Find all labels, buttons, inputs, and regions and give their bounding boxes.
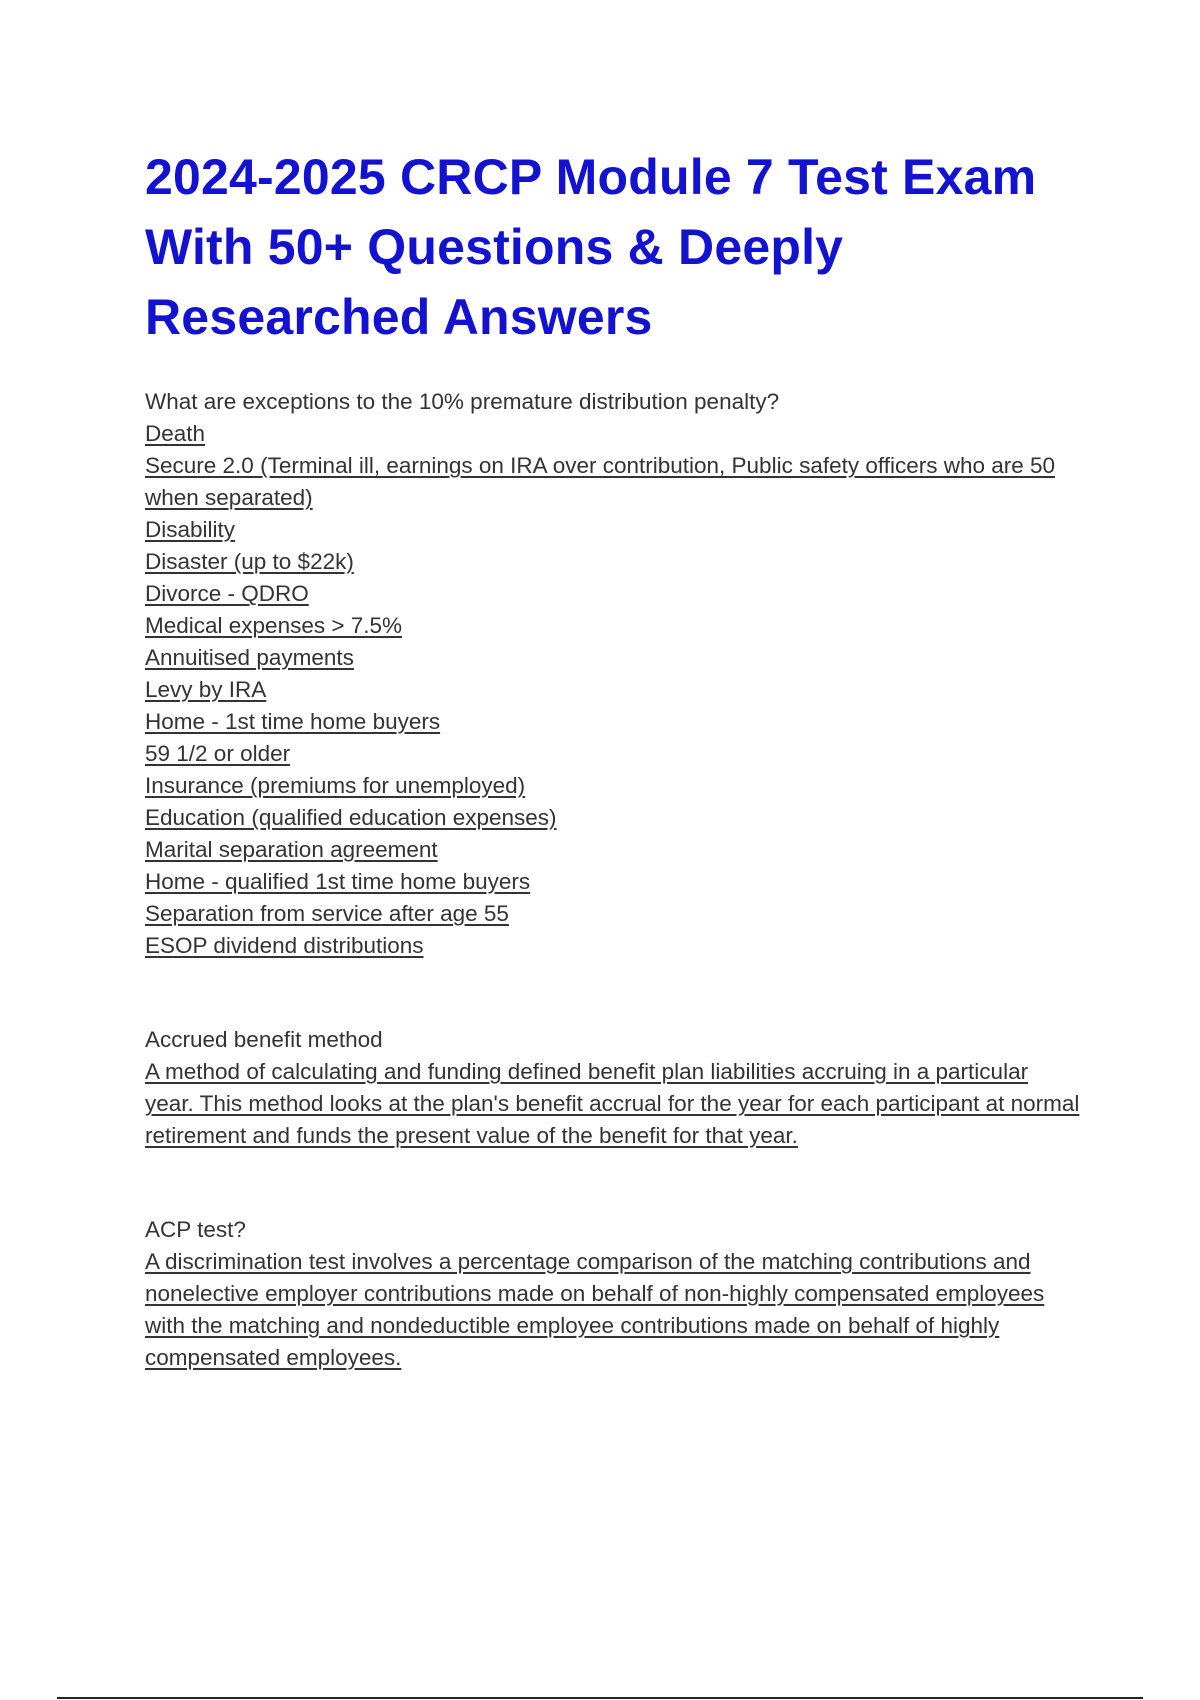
answer-line: Medical expenses > 7.5% — [145, 613, 403, 638]
answer-line: Levy by IRA — [145, 677, 267, 702]
question-text: Accrued benefit method — [145, 1027, 383, 1052]
answer-line: Disability — [145, 517, 236, 542]
qa-item-premature-distribution — [145, 386, 1080, 962]
answer-line: Divorce - QDRO — [145, 581, 309, 606]
bottom-divider — [57, 1697, 1143, 1699]
answer-line: Insurance (premiums for unemployed) — [145, 773, 526, 798]
answer-text: A method of calculating and funding defined benefit plan liabilities accruing in a particular year. This method looks at the plan's benefit accrual for the year for each participant at normal retirement and funds the present value of the benefit for that year. — [145, 1059, 1080, 1148]
answer-text: A discrimination test involves a percentage comparison of the matching contributions and nonelective employer contributions made on behalf of non-highly compensated employees with the matching and nondeductible employee contributions made on behalf of highly compensated employees. — [145, 1249, 1045, 1370]
question-text: What are exceptions to the 10% premature distribution penalty? — [145, 389, 780, 414]
qa-item-accrued-benefit — [145, 1024, 1080, 1152]
answer-line: Marital separation agreement — [145, 837, 438, 862]
answer-line: ESOP dividend distributions — [145, 933, 424, 958]
answer-line: 59 1/2 or older — [145, 741, 291, 766]
document-title: 2024-2025 CRCP Module 7 Test Exam With 50+ Questions & Deeply Researched Answers — [145, 149, 1037, 345]
question-text: ACP test? — [145, 1217, 246, 1242]
answer-line: Home - qualified 1st time home buyers — [145, 869, 531, 894]
answer-line: Education (qualified education expenses) — [145, 805, 557, 830]
answer-line: Home - 1st time home buyers — [145, 709, 441, 734]
answer-line: Secure 2.0 (Terminal ill, earnings on IRA over contribution, Public safety officers who are 50 when separated) — [145, 453, 1056, 510]
answer-line: Death — [145, 421, 206, 446]
answer-line: Separation from service after age 55 — [145, 901, 509, 926]
qa-item-acp-test — [145, 1214, 1080, 1374]
answer-line: Disaster (up to $22k) — [145, 549, 354, 574]
answer-line: Annuitised payments — [145, 645, 354, 670]
document-content — [145, 142, 1080, 1374]
